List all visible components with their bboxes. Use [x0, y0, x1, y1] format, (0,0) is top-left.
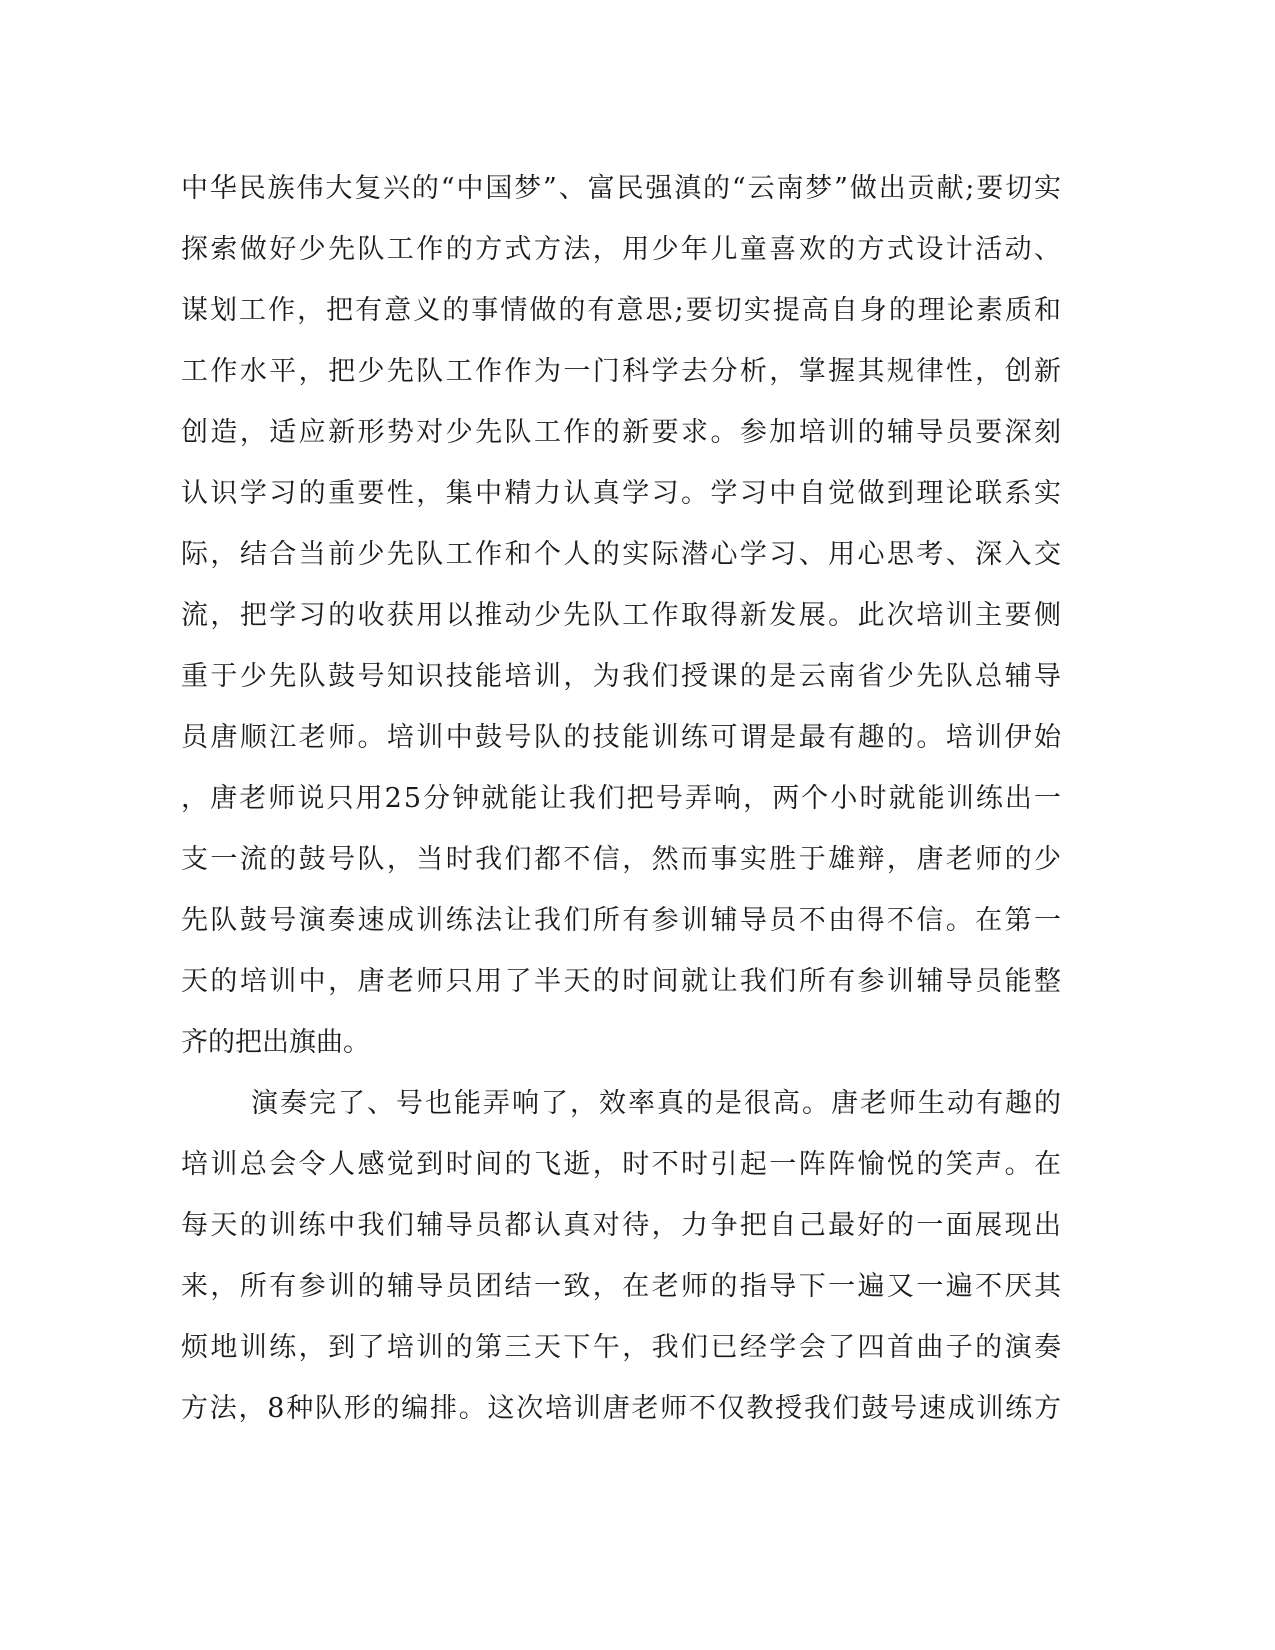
text-line: 来，所有参训的辅导员团结一致，在老师的指导下一遍又一遍不厌其 [181, 1271, 1064, 1302]
text-line: 方法，8种队形的编排。这次培训唐老师不仅教授我们鼓号速成训练方 [181, 1393, 1063, 1424]
text-line: 流，把学习的收获用以推动少先队工作取得新发展。此次培训主要侧 [181, 600, 1064, 631]
text-line: 工作水平，把少先队工作作为一门科学去分析，掌握其规律性，创新 [181, 356, 1064, 387]
text-line: 谋划工作，把有意义的事情做的有意思;要切实提高自身的理论素质和 [181, 295, 1064, 326]
text-line: 烦地训练，到了培训的第三天下午，我们已经学会了四首曲子的演奏 [181, 1332, 1064, 1363]
text-line: 培训总会令人感觉到时间的飞逝，时不时引起一阵阵愉悦的笑声。在 [181, 1149, 1064, 1180]
text-line: 员唐顺江老师。培训中鼓号队的技能训练可谓是最有趣的。培训伊始 [181, 722, 1064, 753]
document-body [181, 158, 1064, 1439]
text-line: 齐的把出旗曲。 [181, 1027, 370, 1058]
text-line: 每天的训练中我们辅导员都认真对待，力争把自己最好的一面展现出 [181, 1210, 1064, 1241]
text-line: 支一流的鼓号队，当时我们都不信，然而事实胜于雄辩，唐老师的少 [181, 844, 1064, 875]
text-line: 际，结合当前少先队工作和个人的实际潜心学习、用心思考、深入交 [181, 539, 1064, 570]
text-line-indented: 演奏完了、号也能弄响了，效率真的是很高。唐老师生动有趣的 [251, 1088, 1063, 1119]
text-line: ，唐老师说只用25分钟就能让我们把号弄响，两个小时就能训练出一 [181, 783, 1064, 814]
text-line: 探索做好少先队工作的方式方法，用少年儿童喜欢的方式设计活动、 [181, 234, 1064, 265]
paragraph-1 [181, 158, 1064, 1073]
text-line: 天的培训中，唐老师只用了半天的时间就让我们所有参训辅导员能整 [181, 966, 1064, 997]
text-line: 认识学习的重要性，集中精力认真学习。学习中自觉做到理论联系实 [181, 478, 1064, 509]
text-line: 重于少先队鼓号知识技能培训，为我们授课的是云南省少先队总辅导 [181, 661, 1064, 692]
text-line: 先队鼓号演奏速成训练法让我们所有参训辅导员不由得不信。在第一 [181, 905, 1064, 936]
paragraph-2 [181, 1073, 1064, 1439]
text-line: 创造，适应新形势对少先队工作的新要求。参加培训的辅导员要深刻 [181, 417, 1064, 448]
text-line: 中华民族伟大复兴的“中国梦”、富民强滇的“云南梦”做出贡献;要切实 [181, 173, 1063, 204]
